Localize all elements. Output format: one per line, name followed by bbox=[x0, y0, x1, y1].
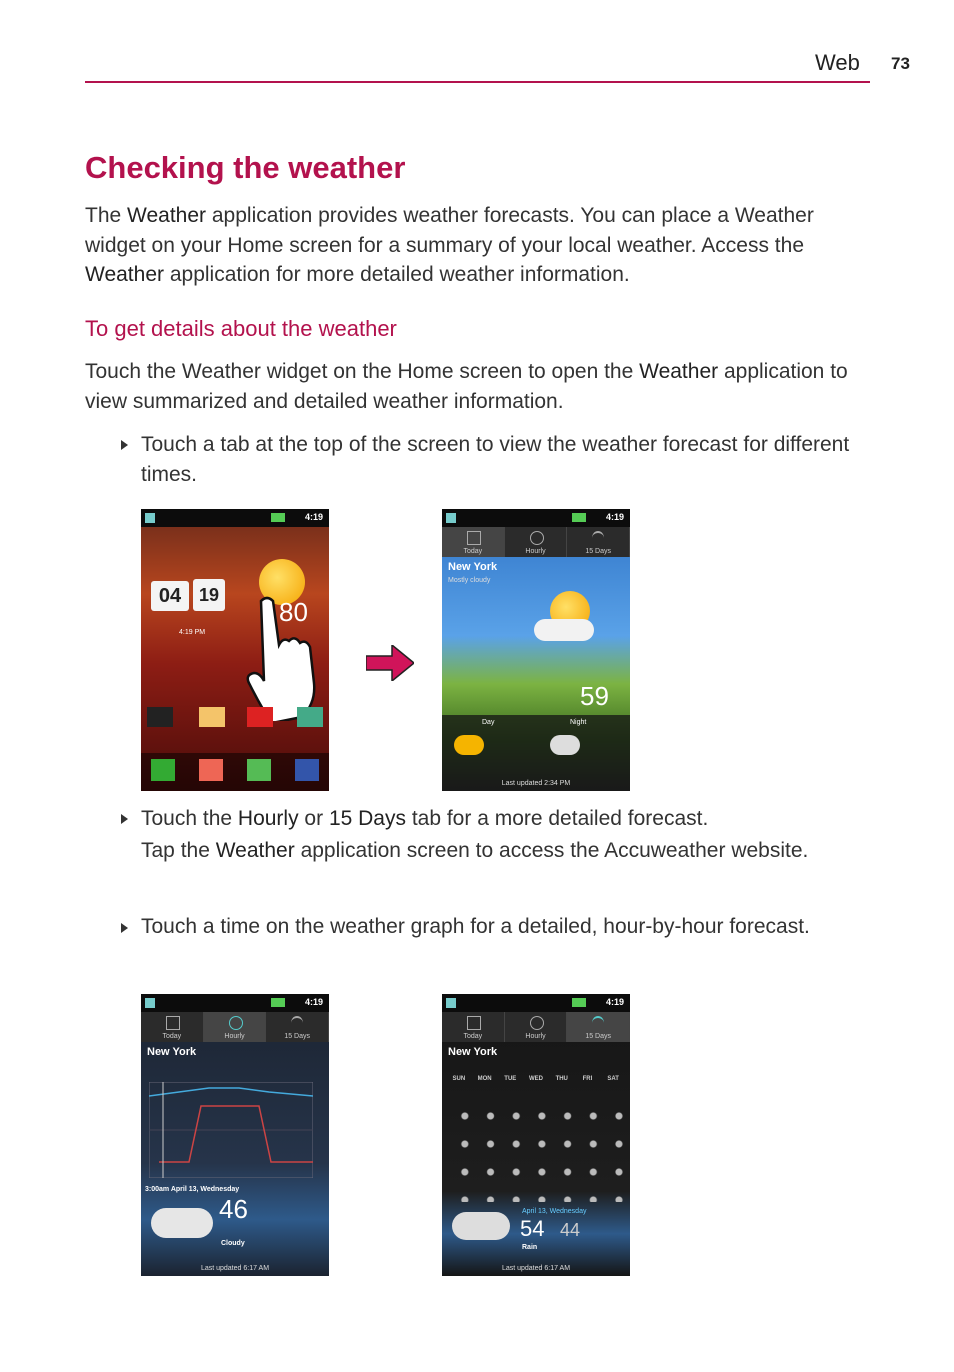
rain-cloud-icon bbox=[452, 1212, 510, 1240]
tab-hourly[interactable]: Hourly bbox=[204, 1012, 267, 1042]
day-label: Day bbox=[482, 719, 495, 726]
tab-15-days[interactable]: 15 Days bbox=[266, 1012, 329, 1042]
subheading: To get details about the weather bbox=[85, 316, 397, 341]
vcast-apps-icon[interactable] bbox=[247, 707, 273, 727]
status-bar: 4:19 bbox=[141, 994, 329, 1012]
browser-icon[interactable] bbox=[297, 707, 323, 727]
weather-tabs bbox=[141, 1012, 329, 1042]
bullet-arrow-icon bbox=[121, 440, 128, 450]
bullet-item: Touch the Hourly or 15 Days tab for a more detailed forecast. Tap the Weather application screen to access the Accuweather website. bbox=[121, 803, 871, 867]
arrow-right-icon bbox=[366, 645, 414, 681]
bullet-arrow-icon bbox=[121, 923, 128, 933]
weather-app-name: Weather bbox=[85, 263, 164, 286]
tab-today[interactable]: Today bbox=[141, 1012, 204, 1042]
hourly-temp: 46 bbox=[219, 1194, 248, 1224]
day-condition: Rain bbox=[522, 1244, 538, 1251]
cloud-icon bbox=[151, 1208, 213, 1238]
weather-app-name: Weather bbox=[215, 839, 295, 862]
city-name: New York bbox=[147, 1046, 197, 1058]
email-icon[interactable] bbox=[199, 707, 225, 727]
city-name: New York bbox=[448, 1046, 498, 1058]
bing-icon[interactable] bbox=[147, 707, 173, 727]
bullet-item: Touch a tab at the top of the screen to view the weather forecast for different times. bbox=[121, 430, 871, 490]
phone-icon[interactable] bbox=[151, 759, 175, 781]
status-bar: 4:19 bbox=[442, 509, 630, 527]
widget-month: 04 bbox=[151, 581, 189, 611]
tab-hourly[interactable]: Hourly bbox=[505, 527, 568, 557]
today-screen-image bbox=[442, 509, 630, 791]
tab-15-days[interactable]: 15 Days bbox=[567, 527, 630, 557]
details-paragraph: Touch the Weather widget on the Home screen to open the Weather application to view summarized and detailed weather information. bbox=[85, 360, 848, 413]
last-updated: Last updated 6:17 AM bbox=[200, 1265, 270, 1272]
weather-app-name: Weather bbox=[127, 204, 207, 227]
dock bbox=[141, 753, 329, 791]
widget-clock: 4:19 PM bbox=[179, 629, 206, 636]
app-row bbox=[141, 705, 329, 739]
tab-today[interactable]: Today bbox=[442, 1012, 505, 1042]
day-weather-icon bbox=[454, 735, 484, 755]
tab-15-days[interactable]: 15 Days bbox=[567, 1012, 630, 1042]
weather-tabs bbox=[442, 527, 630, 557]
section-name: Web bbox=[815, 50, 860, 75]
tab-hourly[interactable]: Hourly bbox=[505, 1012, 568, 1042]
contacts-icon[interactable] bbox=[199, 759, 223, 781]
last-updated: Last updated 6:17 AM bbox=[501, 1265, 571, 1272]
tab-today[interactable]: Today bbox=[442, 527, 505, 557]
hourly-tab-name: Hourly bbox=[237, 807, 299, 830]
page-number: 73 bbox=[891, 54, 910, 73]
hourly-screen-image bbox=[141, 994, 329, 1276]
current-temp: 59 bbox=[580, 681, 609, 711]
15-days-tab-name: 15 Days bbox=[328, 807, 406, 830]
status-bar: 4:19 bbox=[141, 509, 329, 527]
weekday-header: SUN MON TUE WED THU FRI SAT bbox=[452, 1076, 619, 1082]
selected-time: 3:00am April 13, Wednesday bbox=[145, 1186, 240, 1193]
status-bar: 4:19 bbox=[442, 994, 630, 1012]
header-rule bbox=[85, 81, 870, 83]
city-name: New York bbox=[448, 561, 498, 573]
hourly-condition: Cloudy bbox=[221, 1240, 245, 1247]
widget-day: 19 bbox=[193, 579, 225, 611]
hourly-weather-graph[interactable] bbox=[149, 1082, 313, 1178]
last-updated: Last updated 2:34 PM bbox=[501, 780, 571, 787]
page-title: Checking the weather bbox=[85, 150, 406, 185]
15-days-screen-image bbox=[442, 994, 630, 1276]
widget-temp: 80 bbox=[279, 597, 308, 627]
messaging-icon[interactable] bbox=[247, 759, 271, 781]
weather-app-name: Weather bbox=[639, 360, 719, 383]
home-screen-image bbox=[141, 509, 329, 791]
day-high-temp: 54 bbox=[520, 1216, 545, 1241]
selected-date: April 13, Wednesday bbox=[522, 1208, 587, 1215]
night-label: Night bbox=[570, 719, 587, 726]
cloud-icon bbox=[534, 619, 594, 641]
tap-gesture-hand-icon bbox=[241, 593, 321, 721]
bullet-arrow-icon bbox=[121, 814, 128, 824]
apps-icon[interactable] bbox=[295, 759, 319, 781]
condition-text: Mostly cloudy bbox=[448, 577, 491, 584]
day-low-temp: 44 bbox=[560, 1220, 581, 1240]
forecast-calendar-grid[interactable] bbox=[446, 1092, 626, 1202]
intro-paragraph: The Weather application provides weather forecasts. You can place a Weather widget on your Home screen for a summary of your local weather. Access the Weather application for more detailed weather information. bbox=[85, 204, 814, 286]
weather-tabs bbox=[442, 1012, 630, 1042]
night-weather-icon bbox=[550, 735, 580, 755]
bullet-item: Touch a time on the weather graph for a detailed, hour-by-hour forecast. bbox=[121, 912, 871, 942]
